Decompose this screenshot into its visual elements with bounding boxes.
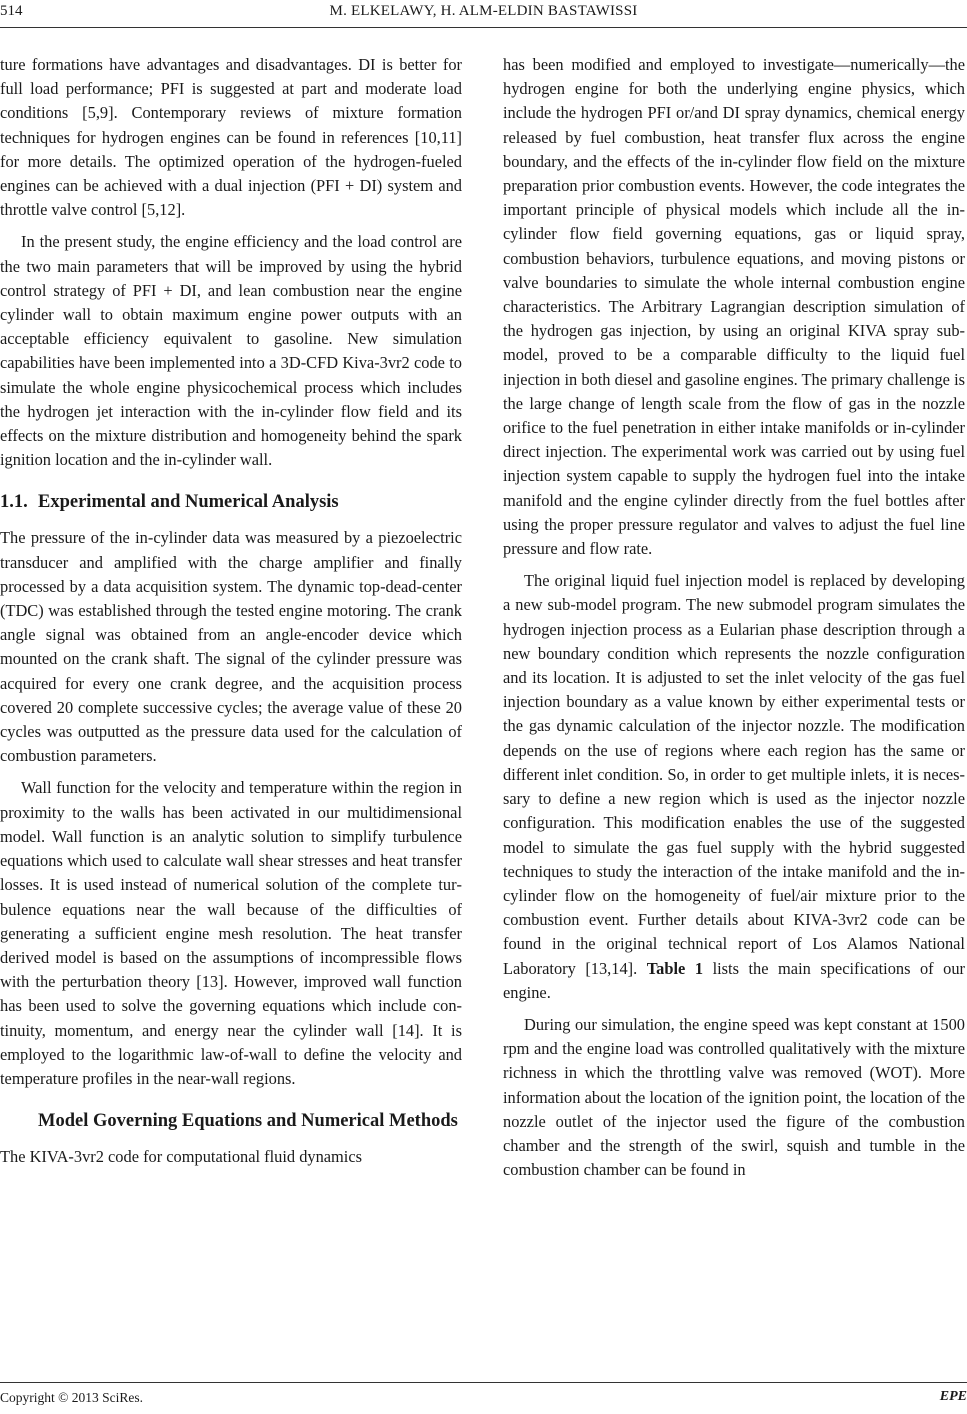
section-title: Experimental and Numerical Analysis — [38, 492, 339, 513]
paragraph: The KIVA-3vr2 code for computational fluid dynamics — [0, 1147, 363, 1167]
footer-rule — [0, 1382, 967, 1383]
paragraph-text: The original liquid fuel injection model is replaced by developing a new sub-model program. The new submodel program simulates the hydrogen injection process as a Eularian phase description through a new boundary condition which represents the nozzle configuration and its location. It is adjusted to set the inlet velocity of the gas fuel injection boundary as a value known by either experimental tests or the gas dynamic calculation of the injector nozzle. The modification depends on the use of regions where each region has the same or different inlet condition. So, in order to get multiple inlets, it is necessary to define a new region which is used as the injector nozzle configuration. This modification enables the use of the suggested model to simulate the gas fuel supply with the hybrid suggested techniques to study the interaction of the intake manifold and the in-cylinder flow on the homogeneity of fuel/air mixture prior to the combustion event. Further details about KIVA-3vr2 code can be found in the original technical report of Los Alamos National Laboratory [13,14]. — [503, 571, 965, 978]
right-column — [503, 53, 965, 1182]
section-heading-1-2 — [0, 1109, 462, 1133]
table-reference-link[interactable]: Table 1 — [646, 958, 704, 978]
paragraph: During our simulation, the engine speed was kept constant at 1500 rpm and the engine load was controlled qualitatively with the mixture richness in which the throttling valve was removed (WOT). More information about the location of the ignition point, the location of the nozzle outlet of the injector used the figure of the combustion chamber and the strength of the swirl, squish and tumble in the combustion chamber can be found in — [503, 1014, 965, 1180]
paragraph: ture formations have advantages and disadvantages. DI is better for full load performance; PFI is suggested at part and moderate load conditions [5,9]. Contemporary reviews of mixture formation techniques for hydrogen engines can be found in references [10,11] for more details. The optimized operation of the hydrogen-fueled engines can be achieved with a dual injection (PFI + DI) system and throttle valve control [5,12]. — [0, 55, 462, 220]
copyright-notice: Copyright © 2013 SciRes. — [0, 1390, 144, 1405]
section-number: 1.1. — [0, 492, 28, 513]
paragraph: Wall function for the velocity and temperature within the region in proximity to the walls has been activated in our multidimensional model. Wall function is an analytic solution to simplify turbulence equations which used to calculate wall shear stresses and heat transfer losses. It is used instead of numerical solution of the complete turbulence equations near the wall because of the difficulties of generating a sufficient engine mesh resolution. The heat transfer derived model is based on the assumptions of incompressible flows with the perturbation theory [13]. However, improved wall function has been used to solve the governing equations which include continuity, momentum, and energy near the cylinder wall [14]. It is employed to the logarithmic law-of-wall to define the velocity and temperature profiles in the near-wall regions. — [0, 778, 462, 1088]
section-heading-1-1 — [0, 490, 462, 514]
journal-abbreviation: EPE — [939, 1389, 967, 1404]
paragraph — [503, 569, 965, 1005]
section-title: Model Governing Equations and Numerical Methods — [38, 1111, 458, 1132]
left-column — [0, 53, 462, 1169]
paragraph: The pressure of the in-cylinder data was measured by a piezoelectric transducer and amplified with the charge amplifier and finally processed by a data acquisition system. The dynamic top-dead-center (TDC) was established through the tested engine motoring. The crank angle signal was obtained from an angle-encoder device which mounted on the crank shaft. The signal of the cylinder pressure was acquired for every one crank degree, and the acquisition process covered 20 complete successive cycles; the average value of these 20 cycles was outputted as the pressure data used for the calculation of combustion parameters. — [0, 528, 462, 766]
running-head: M. ELKELAWY, H. ALM-ELDIN BASTAWISSI — [329, 3, 638, 19]
paragraph: In the present study, the engine efficiency and the load control are the two main parameters that will be improved by using the hybrid control strategy of PFI + DI, and lean combustion near the engine cylinder wall to obtain maximum engine power outputs with an acceptable efficiency equivalent to gasoline. New simulation capabilities have been implemented into a 3D-CFD Kiva-3vr2 code to simulate the whole engine physicochemical process which includes the hydrogen jet interaction with the in-cylinder flow field and its effects on the mixture distribution and homogeneity behind the spark ignition location and the in-cylinder wall. — [0, 232, 462, 470]
paragraph: has been modified and employed to investigate—numerically—the hydrogen engine for both the underlying engine physics, which include the hydrogen PFI or/and DI spray dynamics, chemical energy released by fuel combustion, heat transfer flux across the engine boundary, and the effects of the in-cylinder flow field on the mixture preparation prior combustion events. However, the code integrates the important principle of physical models which include all the in-cylinder flow field governing equations, gas or liquid spray, combustion behaviors, turbulence equations, and moving pistons or valve boundaries to simulate the whole internal combustion engine characteristics. The Arbitrary Lagrangian description simulation of the hydrogen gas injection, by using an original KIVA spray sub-model, proved to be a comparable difficulty to the liquid fuel injection in both diesel and gasoline engines. The primary challenge is the large change of length scale from the flow of gas in the nozzle orifice to the fuel penetration in either intake manifolds or in-cylinder direct injection. The experimental work was carried out by using fuel injection system capable to supply the hydrogen fuel into the intake manifold and the engine cylinder directly from the fuel bottles after using the proper pressure regulator and valves to adjust the fuel line pressure and flow rate. — [503, 55, 965, 559]
page-number: 514 — [0, 3, 23, 19]
header-rule — [0, 27, 967, 28]
section-number — [0, 1109, 38, 1133]
paragraph-text: lists the main specifications of our engine. — [503, 958, 965, 1002]
